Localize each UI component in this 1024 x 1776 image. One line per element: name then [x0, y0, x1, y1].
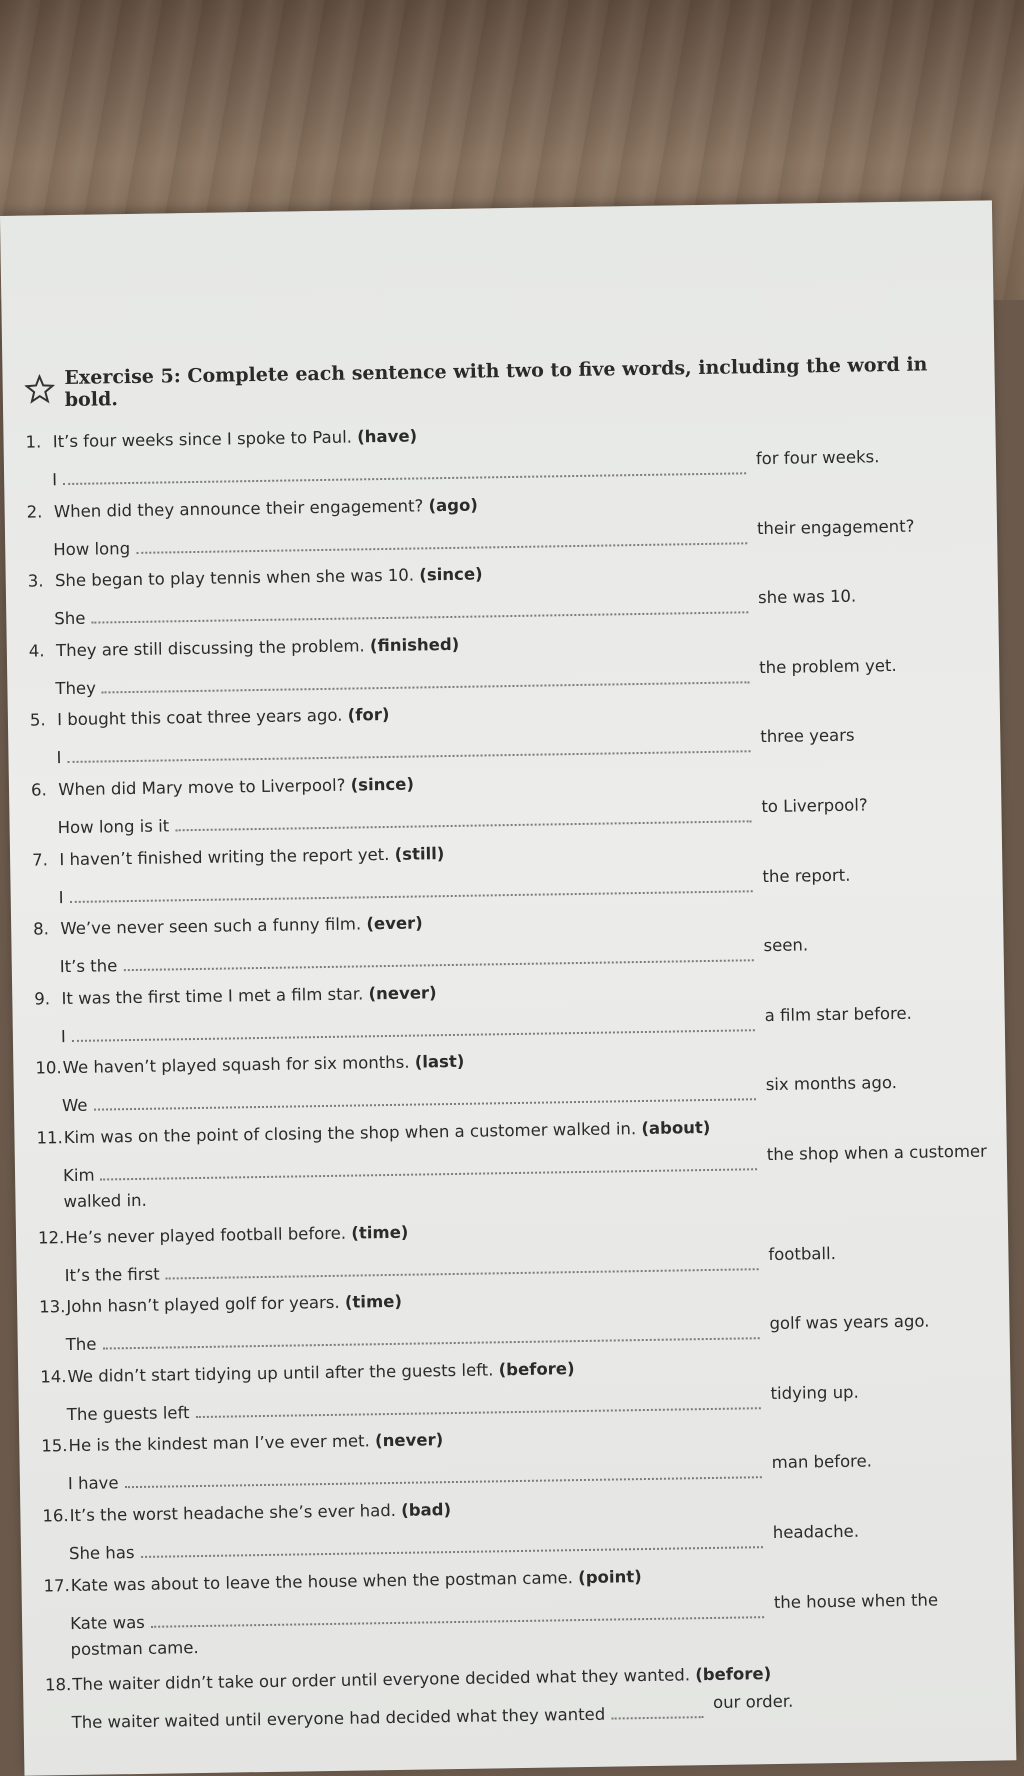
exercise-item — [34, 967, 995, 1048]
answer-prefix: The waiter waited until everyone had decided what they wanted — [71, 1704, 606, 1733]
answer-blank[interactable] — [91, 593, 748, 623]
exercise-heading — [24, 353, 985, 412]
answer-blank[interactable] — [102, 663, 750, 693]
answer-suffix: she was 10. — [757, 586, 857, 608]
answer-prefix: We — [61, 1096, 88, 1116]
question-number: 2. — [26, 501, 43, 522]
question-number: 14. — [40, 1366, 67, 1387]
exercise-item — [27, 550, 988, 631]
exercise-item — [40, 1345, 1001, 1426]
answer-prefix: How long is it — [57, 816, 170, 838]
answer-prefix: How long — [53, 538, 131, 559]
exercise-item — [43, 1554, 1004, 1665]
answer-continuation: postman came. — [70, 1637, 199, 1659]
answer-suffix: six months ago. — [765, 1073, 898, 1095]
question-number: 11. — [36, 1128, 63, 1148]
answer-prefix: It’s the first — [64, 1264, 160, 1285]
exercise-title: Exercise 5: Complete each sentence with two to five words, including the word in bold. — [64, 353, 928, 412]
answer-suffix: the report. — [762, 865, 851, 886]
answer-suffix: golf was years ago. — [769, 1311, 930, 1334]
question-text: She began to play tennis when she was 10. — [54, 565, 415, 591]
exercise-section — [24, 353, 1005, 1739]
answer-prefix: I have — [67, 1473, 119, 1494]
question-text: When did Mary move to Liverpool? — [58, 775, 346, 800]
answer-prefix: She — [54, 608, 86, 629]
exercise-item — [36, 1106, 997, 1217]
question-number: 4. — [28, 641, 45, 661]
answer-suffix: their engagement? — [756, 516, 915, 538]
answer-suffix: the shop when a customer — [766, 1141, 988, 1165]
answer-prefix: I — [56, 748, 62, 768]
answer-suffix: our order. — [712, 1691, 794, 1713]
keyword: (since) — [350, 774, 415, 795]
answer-prefix: I — [51, 470, 58, 490]
keyword: (for) — [347, 705, 390, 725]
answer-blank[interactable] — [72, 1011, 755, 1042]
answer-prefix: Kim — [62, 1165, 95, 1186]
exercise-list — [25, 411, 1005, 1735]
answer-blank[interactable] — [195, 1389, 761, 1418]
keyword: (have) — [357, 426, 418, 447]
answer-blank[interactable] — [175, 802, 752, 831]
question-text: Kim was on the point of closing the shop when a customer walked in. — [63, 1119, 637, 1148]
answer-blank[interactable] — [67, 733, 750, 764]
question-number: 13. — [38, 1297, 66, 1317]
keyword: (since) — [419, 564, 483, 585]
answer-blank[interactable] — [136, 524, 747, 554]
answer-prefix: She has — [68, 1542, 135, 1563]
star-icon — [24, 374, 54, 404]
answer-blank[interactable] — [102, 1319, 760, 1349]
question-number: 5. — [29, 710, 46, 730]
question-text: John hasn’t played golf for years. — [66, 1292, 340, 1317]
question-text: They are still discussing the problem. — [55, 636, 365, 660]
answer-suffix: seen. — [763, 935, 809, 956]
question-number: 16. — [42, 1505, 69, 1526]
question-number: 1. — [25, 432, 42, 452]
answer-blank[interactable] — [123, 941, 754, 971]
answer-prefix: It’s the — [59, 956, 118, 977]
exercise-item — [25, 411, 986, 492]
answer-blank[interactable] — [124, 1459, 762, 1489]
keyword: (finished) — [369, 634, 460, 656]
exercise-item — [31, 758, 992, 839]
answer-blank[interactable] — [69, 872, 752, 903]
question-number: 10. — [35, 1058, 62, 1078]
keyword: (still) — [394, 843, 445, 864]
answer-prefix: Kate was — [69, 1612, 145, 1633]
exercise-item — [35, 1037, 996, 1118]
exercise-item — [42, 1484, 1003, 1565]
textbook-page — [0, 200, 1016, 1775]
question-text: I bought this coat three years ago. — [57, 706, 343, 730]
question-number: 12. — [37, 1227, 65, 1248]
keyword: (ever) — [366, 913, 423, 934]
exercise-item — [29, 619, 990, 700]
answer-suffix: headache. — [772, 1521, 860, 1542]
answer-suffix: a film star before. — [764, 1003, 912, 1025]
answer-suffix: to Liverpool? — [761, 795, 868, 817]
answer-prefix: They — [55, 678, 97, 698]
exercise-item — [39, 1276, 1000, 1357]
question-text: It’s the worst headache she’s ever had. — [69, 1500, 397, 1525]
exercise-item — [45, 1653, 1006, 1734]
keyword: (ago) — [428, 495, 479, 515]
answer-blank[interactable] — [611, 1698, 703, 1719]
exercise-item — [26, 480, 987, 561]
question-text: When did they announce their engagement? — [53, 495, 424, 521]
answer-suffix: three years — [760, 726, 855, 747]
answer-blank[interactable] — [100, 1150, 757, 1180]
keyword: (bad) — [401, 1499, 452, 1520]
answer-prefix: The — [65, 1334, 97, 1355]
keyword: (point) — [578, 1566, 642, 1587]
keyword: (never) — [368, 982, 437, 1004]
question-number: 9. — [34, 989, 51, 1009]
answer-suffix: for four weeks. — [755, 447, 880, 469]
keyword: (never) — [374, 1430, 444, 1451]
question-text: He is the kindest man I’ve ever met. — [68, 1431, 370, 1456]
question-number: 17. — [43, 1575, 70, 1595]
answer-blank[interactable] — [165, 1250, 758, 1279]
answer-suffix: football. — [768, 1243, 837, 1264]
answer-suffix: man before. — [771, 1451, 873, 1473]
question-number: 7. — [31, 849, 49, 870]
question-text: The waiter didn’t take our order until everyone decided what they wanted. — [72, 1665, 691, 1695]
answer-suffix: the house when the — [773, 1589, 939, 1612]
answer-blank[interactable] — [140, 1528, 763, 1558]
answer-suffix: the problem yet. — [759, 655, 897, 677]
question-text: He’s never played football before. — [65, 1223, 347, 1247]
question-text: Kate was about to leave the house when the postman came. — [70, 1567, 574, 1595]
question-text: We’ve never seen such a funny film. — [60, 914, 362, 939]
question-text: We haven’t played squash for six months. — [62, 1053, 410, 1078]
question-text: It was the first time I met a film star. — [61, 984, 364, 1008]
exercise-item — [41, 1415, 1002, 1496]
exercise-item — [32, 828, 993, 909]
keyword: (last) — [414, 1052, 465, 1072]
keyword: (about) — [641, 1117, 711, 1138]
answer-prefix: The guests left — [66, 1402, 190, 1424]
answer-prefix: I — [60, 1026, 66, 1046]
question-number: 8. — [33, 919, 50, 939]
exercise-item — [30, 689, 991, 770]
question-text: I haven’t finished writing the report yet. — [59, 844, 390, 869]
answer-blank[interactable] — [63, 454, 746, 485]
keyword: (time) — [351, 1222, 409, 1243]
exercise-item — [38, 1206, 999, 1287]
question-number: 6. — [30, 780, 47, 800]
question-text: It’s four weeks since I spoke to Paul. — [52, 427, 353, 452]
answer-blank[interactable] — [151, 1598, 765, 1628]
keyword: (before) — [695, 1664, 772, 1685]
answer-continuation: walked in. — [63, 1190, 147, 1212]
answer-suffix: tidying up. — [770, 1382, 859, 1403]
question-number: 18. — [44, 1675, 72, 1695]
exercise-item — [33, 898, 994, 979]
answer-blank[interactable] — [93, 1081, 756, 1111]
answer-prefix: I — [58, 887, 64, 907]
keyword: (time) — [344, 1291, 403, 1312]
keyword: (before) — [498, 1358, 575, 1380]
question-number: 15. — [41, 1436, 68, 1456]
question-number: 3. — [27, 571, 44, 591]
question-text: We didn’t start tidying up until after the guests left. — [67, 1360, 494, 1386]
